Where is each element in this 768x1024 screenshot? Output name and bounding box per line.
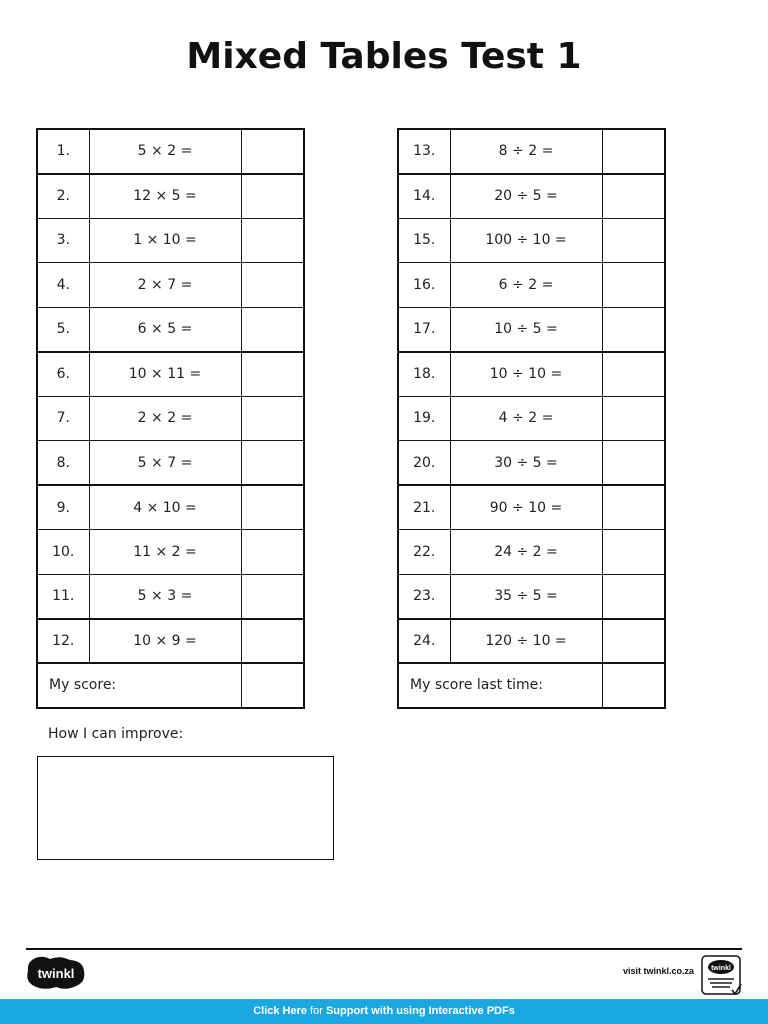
banner-link-text[interactable]: Click Here — [253, 1005, 307, 1017]
question-row — [398, 485, 665, 530]
banner-support-text: Support with using Interactive PDFs — [325, 1005, 515, 1017]
answer-field[interactable] — [241, 485, 304, 530]
improve-label: How I can improve: — [48, 726, 184, 742]
answer-field[interactable] — [241, 530, 304, 575]
question-number: 14. — [398, 174, 450, 219]
quality-standard-badge-icon — [700, 954, 742, 996]
question-text: 2 × 7 = — [89, 263, 241, 308]
question-row — [37, 263, 304, 308]
question-number: 4. — [37, 263, 89, 308]
question-number: 23. — [398, 574, 450, 619]
question-table-right — [397, 128, 666, 709]
answer-field[interactable] — [602, 574, 665, 619]
question-text: 5 × 3 = — [89, 574, 241, 619]
question-text: 4 ÷ 2 = — [450, 396, 602, 441]
question-row — [398, 619, 665, 664]
question-number: 20. — [398, 441, 450, 486]
question-row — [398, 307, 665, 352]
question-row — [398, 530, 665, 575]
question-text: 2 × 2 = — [89, 396, 241, 441]
question-text: 20 ÷ 5 = — [450, 174, 602, 219]
question-text: 6 ÷ 2 = — [450, 263, 602, 308]
question-text: 100 ÷ 10 = — [450, 218, 602, 263]
question-text: 10 ÷ 5 = — [450, 307, 602, 352]
question-row — [37, 574, 304, 619]
question-text: 120 ÷ 10 = — [450, 619, 602, 664]
question-row — [398, 129, 665, 174]
question-row — [398, 352, 665, 397]
banner-connector-text: for — [307, 1005, 326, 1017]
question-row — [37, 307, 304, 352]
question-text: 8 ÷ 2 = — [450, 129, 602, 174]
question-number: 9. — [37, 485, 89, 530]
question-number: 16. — [398, 263, 450, 308]
score-row — [398, 663, 665, 708]
question-row — [37, 129, 304, 174]
question-number: 6. — [37, 352, 89, 397]
question-number: 21. — [398, 485, 450, 530]
question-text: 12 × 5 = — [89, 174, 241, 219]
question-row — [37, 530, 304, 575]
answer-field[interactable] — [602, 129, 665, 174]
visit-website-link[interactable]: visit twinkl.co.za — [622, 966, 694, 976]
question-row — [37, 352, 304, 397]
question-number: 11. — [37, 574, 89, 619]
answer-field[interactable] — [241, 129, 304, 174]
answer-field[interactable] — [602, 396, 665, 441]
question-row — [398, 218, 665, 263]
answer-field[interactable] — [602, 218, 665, 263]
question-row — [37, 396, 304, 441]
question-text: 90 ÷ 10 = — [450, 485, 602, 530]
score-field[interactable] — [241, 663, 304, 708]
answer-field[interactable] — [602, 352, 665, 397]
question-number: 19. — [398, 396, 450, 441]
question-number: 2. — [37, 174, 89, 219]
question-text: 10 ÷ 10 = — [450, 352, 602, 397]
question-text: 6 × 5 = — [89, 307, 241, 352]
answer-field[interactable] — [241, 218, 304, 263]
answer-field[interactable] — [602, 307, 665, 352]
improve-input-box[interactable] — [37, 756, 334, 860]
question-text: 4 × 10 = — [89, 485, 241, 530]
question-row — [37, 174, 304, 219]
question-number: 1. — [37, 129, 89, 174]
question-number: 24. — [398, 619, 450, 664]
question-number: 15. — [398, 218, 450, 263]
question-table-left — [36, 128, 305, 709]
score-label: My score last time: — [398, 663, 602, 708]
question-row — [37, 441, 304, 486]
answer-field[interactable] — [241, 574, 304, 619]
page-title: Mixed Tables Test 1 — [186, 36, 582, 77]
answer-field[interactable] — [602, 174, 665, 219]
answer-field[interactable] — [241, 619, 304, 664]
question-row — [398, 441, 665, 486]
question-row — [37, 485, 304, 530]
question-text: 11 × 2 = — [89, 530, 241, 575]
footer-divider — [26, 948, 742, 950]
question-number: 18. — [398, 352, 450, 397]
svg-text:twinkl: twinkl — [711, 965, 731, 972]
question-text: 30 ÷ 5 = — [450, 441, 602, 486]
twinkl-logo-icon[interactable] — [26, 956, 86, 990]
answer-field[interactable] — [241, 352, 304, 397]
answer-field[interactable] — [602, 530, 665, 575]
question-number: 5. — [37, 307, 89, 352]
question-row — [37, 218, 304, 263]
question-text: 1 × 10 = — [89, 218, 241, 263]
answer-field[interactable] — [602, 485, 665, 530]
question-number: 12. — [37, 619, 89, 664]
answer-field[interactable] — [602, 441, 665, 486]
question-row — [398, 263, 665, 308]
support-banner[interactable] — [0, 999, 768, 1024]
answer-field[interactable] — [602, 263, 665, 308]
question-text: 5 × 7 = — [89, 441, 241, 486]
question-number: 3. — [37, 218, 89, 263]
answer-field[interactable] — [241, 441, 304, 486]
score-field[interactable] — [602, 663, 665, 708]
answer-field[interactable] — [241, 396, 304, 441]
score-row — [37, 663, 304, 708]
question-row — [398, 574, 665, 619]
question-text: 10 × 11 = — [89, 352, 241, 397]
question-number: 7. — [37, 396, 89, 441]
question-text: 5 × 2 = — [89, 129, 241, 174]
answer-field[interactable] — [241, 263, 304, 308]
question-row — [398, 396, 665, 441]
question-row — [398, 174, 665, 219]
question-text: 10 × 9 = — [89, 619, 241, 664]
answer-field[interactable] — [602, 619, 665, 664]
question-number: 17. — [398, 307, 450, 352]
answer-field[interactable] — [241, 307, 304, 352]
question-text: 35 ÷ 5 = — [450, 574, 602, 619]
question-row — [37, 619, 304, 664]
question-number: 10. — [37, 530, 89, 575]
question-number: 22. — [398, 530, 450, 575]
answer-field[interactable] — [241, 174, 304, 219]
svg-text:twinkl: twinkl — [37, 966, 75, 981]
question-number: 8. — [37, 441, 89, 486]
question-text: 24 ÷ 2 = — [450, 530, 602, 575]
question-number: 13. — [398, 129, 450, 174]
score-label: My score: — [37, 663, 241, 708]
